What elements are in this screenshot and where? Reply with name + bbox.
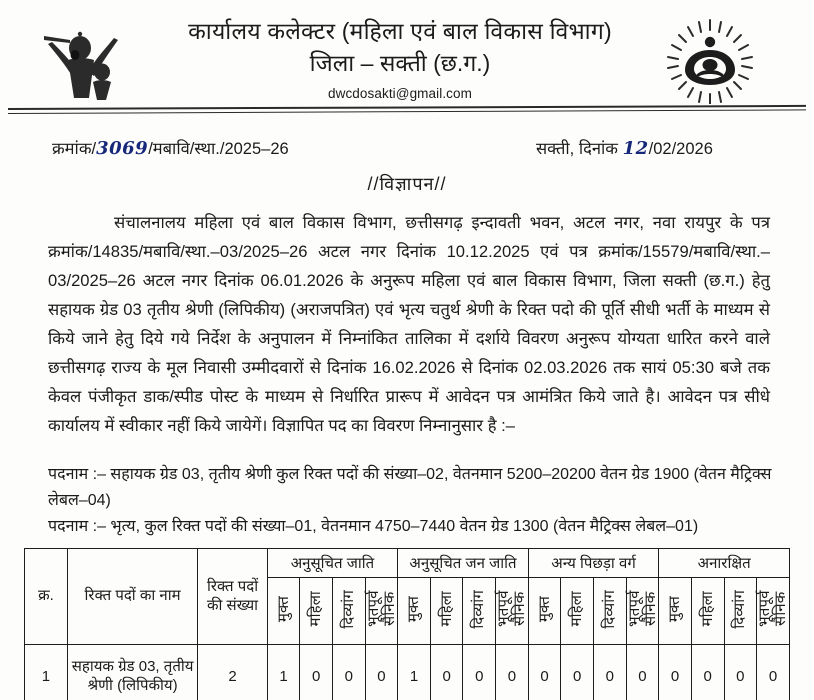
subheader-label: महिला <box>307 591 325 627</box>
subheader-obc-open <box>528 578 561 645</box>
mother-child-sun-emblem-icon <box>664 18 756 104</box>
body-paragraph-block <box>48 208 770 440</box>
subheader-sc-open <box>267 578 300 645</box>
vacancy-table-body <box>25 645 790 700</box>
subheader-label: दिव्यांग <box>339 589 357 629</box>
woman-and-child-emblem-icon <box>34 14 130 106</box>
cell-sc-exservicemen: 0 <box>365 645 398 700</box>
reference-number <box>52 136 289 159</box>
header-divider <box>8 108 806 115</box>
subheader-obc-exservicemen <box>626 578 659 645</box>
header-post-name: रिक्त पदों का नाम <box>67 549 198 645</box>
table-row <box>25 645 790 700</box>
header-group-sc: अनुसूचित जाति <box>267 549 398 578</box>
date-day-handwritten: 12 <box>622 138 649 159</box>
subheader-ur-female <box>691 578 724 645</box>
cell-obc-open: 0 <box>528 645 561 700</box>
cell-sc-open: 1 <box>267 645 300 700</box>
cell-serial: 1 <box>25 645 68 700</box>
table-header-group-row <box>25 549 790 578</box>
subheader-label: महिला <box>698 591 716 627</box>
office-name-line2: जिला – सक्ती (छ.ग.) <box>309 50 491 77</box>
subheader-label: भूतपूर्व सैनिक <box>495 590 528 628</box>
header-group-obc: अन्य पिछड़ा वर्ग <box>528 549 659 578</box>
cell-vacancy-count: 2 <box>198 645 267 700</box>
date-month-year: /02/2026 <box>648 140 713 158</box>
subheader-label: दिव्यांग <box>600 589 618 629</box>
subheader-sc-exservicemen <box>365 578 398 645</box>
subheader-ur-open <box>659 578 692 645</box>
subheader-st-open <box>398 578 431 645</box>
subheader-st-disabled <box>463 578 496 645</box>
subheader-label: महिला <box>568 591 586 627</box>
subheader-obc-disabled <box>593 578 626 645</box>
header-group-ur: अनारक्षित <box>659 549 790 578</box>
header-serial: क्र. <box>25 549 68 645</box>
subheader-label: भूतपूर्व सैनिक <box>625 590 659 628</box>
cell-ur-female: 0 <box>691 645 724 700</box>
cell-ur-exservicemen: 0 <box>757 645 790 700</box>
subheader-label: मुक्त <box>274 595 292 623</box>
vacancy-table-wrapper <box>24 548 790 700</box>
cell-sc-disabled: 0 <box>332 645 365 700</box>
subheader-st-exservicemen <box>496 578 529 645</box>
subheader-sc-female <box>300 578 333 645</box>
office-heading <box>140 16 660 101</box>
subheader-label: महिला <box>437 591 455 627</box>
subheader-label: मुक्त <box>535 595 553 623</box>
subheader-st-female <box>430 578 463 645</box>
cell-sc-female: 0 <box>300 645 333 700</box>
body-paragraph <box>48 208 770 440</box>
subheader-label: भूतपूर्व सैनिक <box>364 590 398 628</box>
place-date-label: सक्ती, दिनांक <box>536 140 618 158</box>
cell-obc-disabled: 0 <box>593 645 626 700</box>
subheader-label: दिव्यांग <box>731 589 749 629</box>
document-title: //विज्ञापन// <box>367 174 447 194</box>
subheader-label: भूतपूर्व सैनिक <box>756 590 790 628</box>
body-paragraph-text: संचालनालय महिला एवं बाल विकास विभाग, छत्तीसगढ़ इन्दावती भवन, अटल नगर, नवा रायपुर के पत्र क्रमांक/14835/मबावि/स्था.–03/2025–26 अटल नगर दिनांक 10.12.2025 एवं पत्र क्रमांक/15579/मबावि/स्था.–03/2025–26 अटल नगर दिनांक 06.01.2026 के अनुरूप महिला एवं बाल विकास विभाग, जिला सक्ती (छ.ग.) हेतु सहायक ग्रेड 03 तृतीय श्रेणी (लिपिकीय) (अराजपत्रित) एवं भृत्य चतुर्थ श्रेणी के रिक्त पदो की पूर्ति सीधी भर्ती के माध्यम से किये जाने हेतु दिये गये निर्देश के अनुपालन में निम्नांकित तालिका में दर्शाये विवरण अनुरूप योग्यता धारित करने वाले छत्तीसगढ़ राज्य के मूल निवासी उम्मीदवारों से दिनांक 16.02.2026 से दिनांक 02.03.2026 तक सायं 05:30 बजे तक केवल पंजीकृत डाक/स्पीड पोस्ट के माध्यम से निर्धारित प्रारूप में आवेदन पत्र आमंत्रित किये जाते है। आवेदन पत्र सीधे कार्यालय में स्वीकार नहीं किये जायेगें। विज्ञापित पद का विवरण निम्नानुसार है :– <box>48 213 770 435</box>
cell-st-female: 0 <box>430 645 463 700</box>
subheader-obc-female <box>561 578 594 645</box>
post-detail-bhritya: पदनाम :– भृत्य, कुल रिक्त पदों की संख्या–01, वेतनमान 4750–7440 वेतन ग्रेड 1300 (वेतन मैट्रिक्स लेबल–01) <box>48 518 699 535</box>
cell-post-name: सहायक ग्रेड 03, तृतीय श्रेणी (लिपिकीय) <box>67 645 198 700</box>
letterhead <box>0 0 814 112</box>
cell-st-disabled: 0 <box>463 645 496 700</box>
office-email: dwcdosakti@gmail.com <box>327 85 472 101</box>
header-vacancy-count: रिक्त पदों की संख्या <box>198 549 267 645</box>
cell-st-exservicemen: 0 <box>496 645 529 700</box>
reference-prefix: क्रमांक/ <box>52 140 97 158</box>
subheader-sc-disabled <box>332 578 365 645</box>
vacancy-table <box>24 548 790 700</box>
cell-st-open: 1 <box>398 645 431 700</box>
subheader-label: दिव्यांग <box>470 589 488 629</box>
place-and-date <box>536 136 713 159</box>
reference-suffix: /मबावि/स्था./2025–26 <box>148 140 289 158</box>
post-detail-assistant-grade-03: पदनाम :– सहायक ग्रेड 03, तृतीय श्रेणी कुल रिक्त पदों की संख्या–02, वेतनमान 5200–20200 वेतन ग्रेड 1900 (वेतन मैट्रिक्स लेबल–04) <box>48 466 772 509</box>
subheader-label: मुक्त <box>405 595 423 623</box>
reference-number-handwritten: 3069 <box>96 138 149 159</box>
header-group-st: अनुसूचित जन जाति <box>398 549 529 578</box>
office-name-line1: कार्यालय कलेक्टर (महिला एवं बाल विकास विभाग) <box>188 18 612 44</box>
reference-row <box>0 136 814 162</box>
cell-obc-female: 0 <box>561 645 594 700</box>
subheader-label: मुक्त <box>666 595 684 623</box>
cell-ur-open: 0 <box>659 645 692 700</box>
subheader-ur-disabled <box>724 578 757 645</box>
cell-obc-exservicemen: 0 <box>626 645 659 700</box>
cell-ur-disabled: 0 <box>724 645 757 700</box>
subheader-ur-exservicemen <box>757 578 790 645</box>
